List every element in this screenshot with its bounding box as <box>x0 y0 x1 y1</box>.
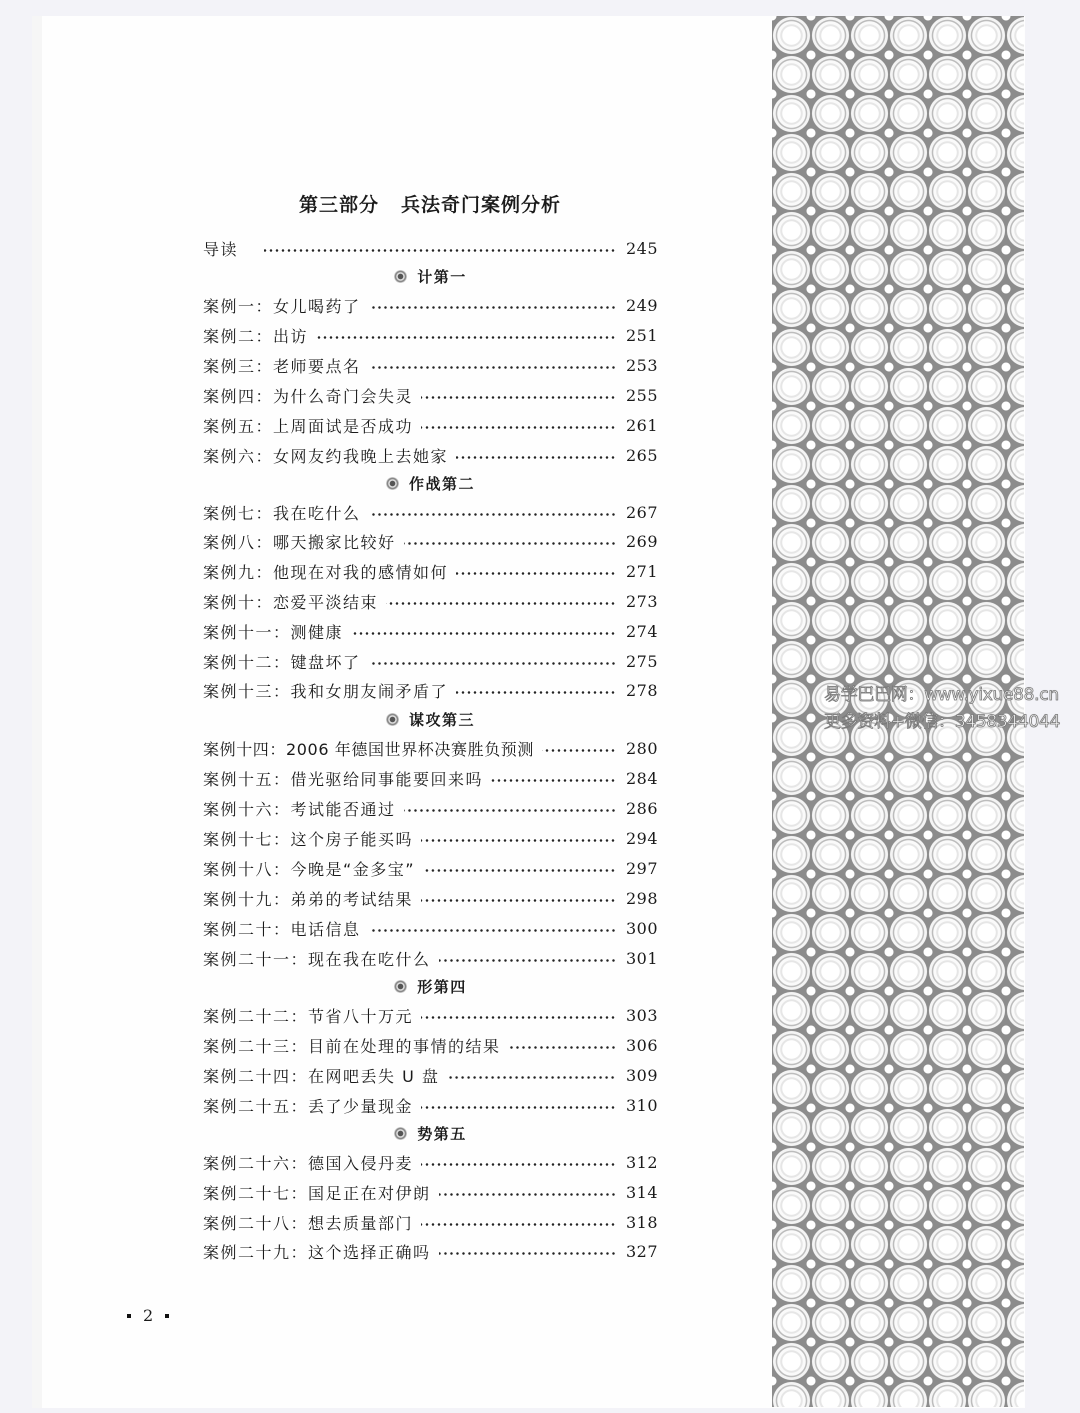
toc-entry-label: 案例二十六：德国入侵丹麦 <box>203 1151 419 1174</box>
page-edge <box>32 16 42 1408</box>
toc-entry[interactable] <box>203 1240 658 1262</box>
toc-entry[interactable] <box>203 737 658 759</box>
section-heading <box>203 472 658 494</box>
toc-entry[interactable] <box>203 1211 658 1233</box>
toc-entry-page: 303 <box>626 1005 659 1025</box>
section-heading <box>203 265 658 287</box>
toc-entry[interactable] <box>203 797 658 819</box>
toc-entry-page: 298 <box>626 888 659 908</box>
toc-entry-page: 269 <box>626 531 659 551</box>
flower-bullet-icon <box>394 270 407 283</box>
toc-entry-intro[interactable] <box>203 237 658 259</box>
section-heading <box>203 975 658 997</box>
dot-leader <box>421 1016 616 1019</box>
toc-entry-label: 案例十四：2006 年德国世界杯决赛胜负预测 <box>203 737 540 760</box>
flower-bullet-icon <box>386 713 399 726</box>
toc-entry-label: 案例二十五：丢了少量现金 <box>203 1094 419 1117</box>
toc-entry-page: 301 <box>626 948 659 968</box>
toc-entry-label: 案例二十九：这个选择正确吗 <box>203 1240 437 1263</box>
toc-entry-page: 284 <box>626 768 659 788</box>
toc-entry-label: 案例二：出访 <box>203 324 314 347</box>
toc-entry-label: 案例十七：这个房子能买吗 <box>203 827 419 850</box>
page-number-footer <box>127 1306 169 1325</box>
dot-leader <box>404 809 616 812</box>
dot-leader <box>456 572 616 575</box>
dot-leader <box>439 959 616 962</box>
toc-entry-page: 280 <box>626 738 659 758</box>
toc-entry-label: 案例五：上周面试是否成功 <box>203 414 419 437</box>
toc-entry-page: 306 <box>626 1035 659 1055</box>
watermark-line-1: 易学巴巴网：www.yixue88.cn <box>824 685 1059 705</box>
toc-entry[interactable] <box>203 1064 658 1086</box>
dot-leader <box>456 456 616 459</box>
dot-leader <box>369 929 616 932</box>
toc-entry-label: 案例一：女儿喝药了 <box>203 294 367 317</box>
toc-entry-page: 255 <box>626 385 659 405</box>
toc-entry[interactable] <box>203 590 658 612</box>
toc-entry-label: 案例十五：借光驱给同事能要回来吗 <box>203 767 489 790</box>
toc-entry[interactable] <box>203 1004 658 1026</box>
dot-leader <box>369 366 616 369</box>
toc-entry[interactable] <box>203 560 658 582</box>
toc-entry[interactable] <box>203 414 658 436</box>
toc-entry-page: 310 <box>626 1095 659 1115</box>
toc-entry-label: 案例二十八：想去质量部门 <box>203 1211 419 1234</box>
dot-leader <box>369 306 616 309</box>
toc-entry-page: 314 <box>626 1182 659 1202</box>
toc-entry[interactable] <box>203 354 658 376</box>
toc-entry-page: 274 <box>626 621 659 641</box>
toc-entry[interactable] <box>203 444 658 466</box>
toc-entry-label: 导读 <box>203 237 244 260</box>
toc-entry-label: 案例二十四：在网吧丢失 U 盘 <box>203 1064 445 1087</box>
toc-entry-page: 297 <box>626 858 659 878</box>
toc-entry-page: 275 <box>626 651 659 671</box>
dot-leader <box>421 426 616 429</box>
dot-leader <box>456 691 616 694</box>
dot-leader <box>264 249 616 252</box>
page-number-dot-right <box>165 1314 169 1318</box>
section-heading-label: 势第五 <box>417 1124 467 1143</box>
toc-entry-label: 案例四：为什么奇门会失灵 <box>203 384 419 407</box>
part-title-number: 第三部分 <box>298 194 379 216</box>
toc-entry-label: 案例十：恋爱平淡结束 <box>203 590 384 613</box>
dot-leader <box>439 1252 616 1255</box>
toc-entry-page: 245 <box>626 238 659 258</box>
toc-entry-label: 案例十六：考试能否通过 <box>203 797 402 820</box>
toc-entry-page: 278 <box>626 680 659 700</box>
dot-leader <box>447 1076 616 1079</box>
dot-leader <box>423 869 616 872</box>
dot-leader <box>369 513 616 516</box>
toc-entry-page: 267 <box>626 502 659 522</box>
toc-entry-label: 案例二十：电话信息 <box>203 917 367 940</box>
toc-entry-page: 318 <box>626 1212 659 1232</box>
dot-leader <box>421 1223 616 1226</box>
toc-entry-label: 案例六：女网友约我晚上去她家 <box>203 444 454 467</box>
section-heading <box>203 1122 658 1144</box>
dot-leader <box>369 662 616 665</box>
toc-entry[interactable] <box>203 650 658 672</box>
toc-entry[interactable] <box>203 827 658 849</box>
toc-entry-label: 案例十三：我和女朋友闹矛盾了 <box>203 679 454 702</box>
toc-entry-page: 294 <box>626 828 659 848</box>
flower-bullet-icon <box>394 980 407 993</box>
dot-leader <box>351 632 616 635</box>
toc-entry-page: 265 <box>626 445 659 465</box>
dot-leader <box>404 542 616 545</box>
toc-entry-label: 案例九：他现在对我的感情如何 <box>203 560 454 583</box>
toc-entry[interactable] <box>203 324 658 346</box>
toc-entry[interactable] <box>203 294 658 316</box>
toc-entry-page: 261 <box>626 415 659 435</box>
toc-entry-label: 案例二十七：国足正在对伊朗 <box>203 1181 437 1204</box>
page-number-dot-left <box>127 1314 131 1318</box>
toc-entry-label: 案例七：我在吃什么 <box>203 501 367 524</box>
toc-entry-page: 271 <box>626 561 659 581</box>
dot-leader <box>421 899 616 902</box>
toc-entry-label: 案例十一：测健康 <box>203 620 349 643</box>
toc-entry-label: 案例八：哪天搬家比较好 <box>203 530 402 553</box>
toc-entry-page: 273 <box>626 591 659 611</box>
toc-entry[interactable] <box>203 1034 658 1056</box>
toc-entry-label: 案例二十三：目前在处理的事情的结果 <box>203 1034 507 1057</box>
section-heading-label: 形第四 <box>417 977 467 996</box>
dot-leader <box>421 1163 616 1166</box>
toc-entry[interactable] <box>203 947 658 969</box>
toc-entry-page: 286 <box>626 798 659 818</box>
toc-entry-page: 251 <box>626 325 659 345</box>
section-heading-label: 计第一 <box>417 267 467 286</box>
dot-leader <box>386 602 616 605</box>
part-title-name: 兵法奇门案例分析 <box>401 194 562 216</box>
dot-leader <box>542 749 616 752</box>
section-heading-label: 作战第二 <box>408 474 475 493</box>
page-number: 2 <box>143 1306 154 1325</box>
flower-bullet-icon <box>386 477 399 490</box>
flower-bullet-icon <box>394 1127 407 1140</box>
toc-entry[interactable] <box>203 384 658 406</box>
section-heading-label: 谋攻第三 <box>408 710 475 729</box>
toc-entry-page: 312 <box>626 1152 659 1172</box>
toc-entry-label: 案例二十一：现在我在吃什么 <box>203 947 437 970</box>
toc-entry[interactable] <box>203 1094 658 1116</box>
toc-entry[interactable] <box>203 767 658 789</box>
toc-entry[interactable] <box>203 1181 658 1203</box>
toc-entry[interactable] <box>203 620 658 642</box>
dot-leader <box>491 779 616 782</box>
dot-leader <box>421 396 616 399</box>
dot-leader <box>316 336 616 339</box>
toc-entry-page: 327 <box>626 1241 659 1261</box>
toc-entry-label: 案例三：老师要点名 <box>203 354 367 377</box>
toc-entry[interactable] <box>203 1151 658 1173</box>
toc-entry-page: 249 <box>626 295 659 315</box>
toc-entry-label: 案例十九：弟弟的考试结果 <box>203 887 419 910</box>
toc-entry-label: 案例二十二：节省八十万元 <box>203 1004 419 1027</box>
dot-leader <box>421 1106 616 1109</box>
toc-entry[interactable] <box>203 917 658 939</box>
dot-leader <box>421 839 616 842</box>
toc-entry[interactable] <box>203 857 658 879</box>
toc-entry[interactable] <box>203 679 658 701</box>
dot-leader <box>439 1193 616 1196</box>
toc-entry[interactable] <box>203 501 658 523</box>
toc-entry[interactable] <box>203 530 658 552</box>
part-title <box>290 190 570 217</box>
toc-entry-label: 案例十二：键盘坏了 <box>203 650 367 673</box>
watermark-line-2: 更多资料+微信：3458344044 <box>824 712 1061 732</box>
toc-entry-page: 300 <box>626 918 659 938</box>
toc-entry-page: 253 <box>626 355 659 375</box>
toc-entry-page: 309 <box>626 1065 659 1085</box>
toc-entry-label: 案例十八：今晚是“金多宝” <box>203 857 421 880</box>
toc-entry[interactable] <box>203 887 658 909</box>
section-heading <box>203 708 658 730</box>
dot-leader <box>509 1046 616 1049</box>
